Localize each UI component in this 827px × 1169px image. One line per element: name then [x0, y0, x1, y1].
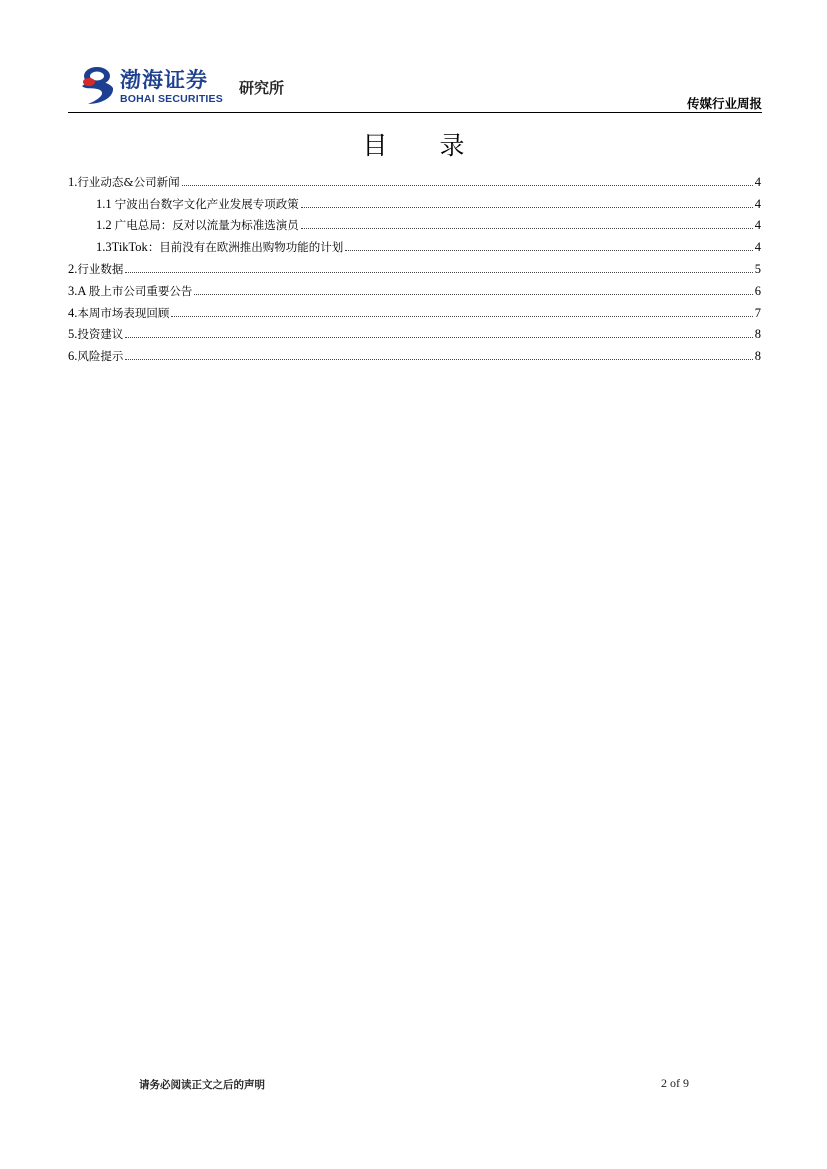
toc-dot-leader [182, 185, 753, 186]
toc-item-investment-advice[interactable] [68, 321, 761, 343]
footer-disclaimer-note: 请务必阅读正文之后的声明 [139, 1079, 265, 1091]
table-of-contents [68, 168, 761, 364]
toc-item-label: 1.2 广电总局：反对以流量为标准选演员 [96, 218, 299, 233]
toc-dot-leader [125, 272, 752, 273]
toc-item-page: 4 [754, 196, 761, 211]
toc-item-risk-warning[interactable] [68, 342, 761, 364]
toc-dot-leader [125, 359, 752, 360]
toc-title: 目 录 [362, 131, 487, 160]
toc-item-page: 4 [754, 240, 761, 255]
toc-dot-leader [194, 294, 752, 295]
toc-item-label: 6.风险提示 [68, 349, 124, 364]
toc-item-label: 1.1 宁波出台数字文化产业发展专项政策 [96, 196, 299, 211]
toc-dot-leader [171, 316, 752, 317]
page-number: 2 of 9 [661, 1076, 689, 1090]
page-header [68, 58, 762, 114]
logo-chinese-name: 渤海证券 [120, 67, 208, 92]
toc-item-industry-news[interactable] [68, 168, 761, 190]
logo-unit-name: 研究所 [239, 79, 285, 97]
toc-dot-leader [345, 250, 752, 251]
header-divider [68, 112, 762, 113]
toc-item-label: 1.行业动态&公司新闻 [68, 174, 180, 189]
toc-item-page: 4 [754, 218, 761, 233]
toc-item-a-share-announcements[interactable] [68, 277, 761, 299]
toc-dot-leader [301, 228, 753, 229]
toc-item-ningbo-policy[interactable] [68, 190, 761, 212]
bohai-logo-icon [78, 64, 116, 106]
toc-item-label: 1.3TikTok：目前没有在欧洲推出购物功能的计划 [96, 240, 344, 255]
toc-item-label: 3.A 股上市公司重要公告 [68, 283, 193, 298]
logo-english-name: BOHAI SECURITIES [120, 93, 223, 105]
toc-item-page: 8 [754, 349, 761, 364]
toc-item-page: 8 [754, 327, 761, 342]
report-type: 传媒行业周报 [686, 96, 762, 111]
toc-item-label: 2.行业数据 [68, 261, 124, 276]
bohai-securities-logo [78, 62, 308, 110]
toc-dot-leader [125, 337, 752, 338]
toc-item-tiktok[interactable] [68, 233, 761, 255]
toc-item-industry-data[interactable] [68, 255, 761, 277]
toc-item-page: 4 [754, 174, 761, 189]
toc-item-page: 6 [754, 283, 761, 298]
toc-item-nrta[interactable] [68, 212, 761, 234]
toc-item-label: 4.本周市场表现回顾 [68, 305, 170, 320]
toc-item-market-review[interactable] [68, 299, 761, 321]
toc-item-page: 5 [754, 261, 761, 276]
toc-item-page: 7 [754, 305, 761, 320]
toc-dot-leader [301, 207, 753, 208]
toc-item-label: 5.投资建议 [68, 327, 124, 342]
